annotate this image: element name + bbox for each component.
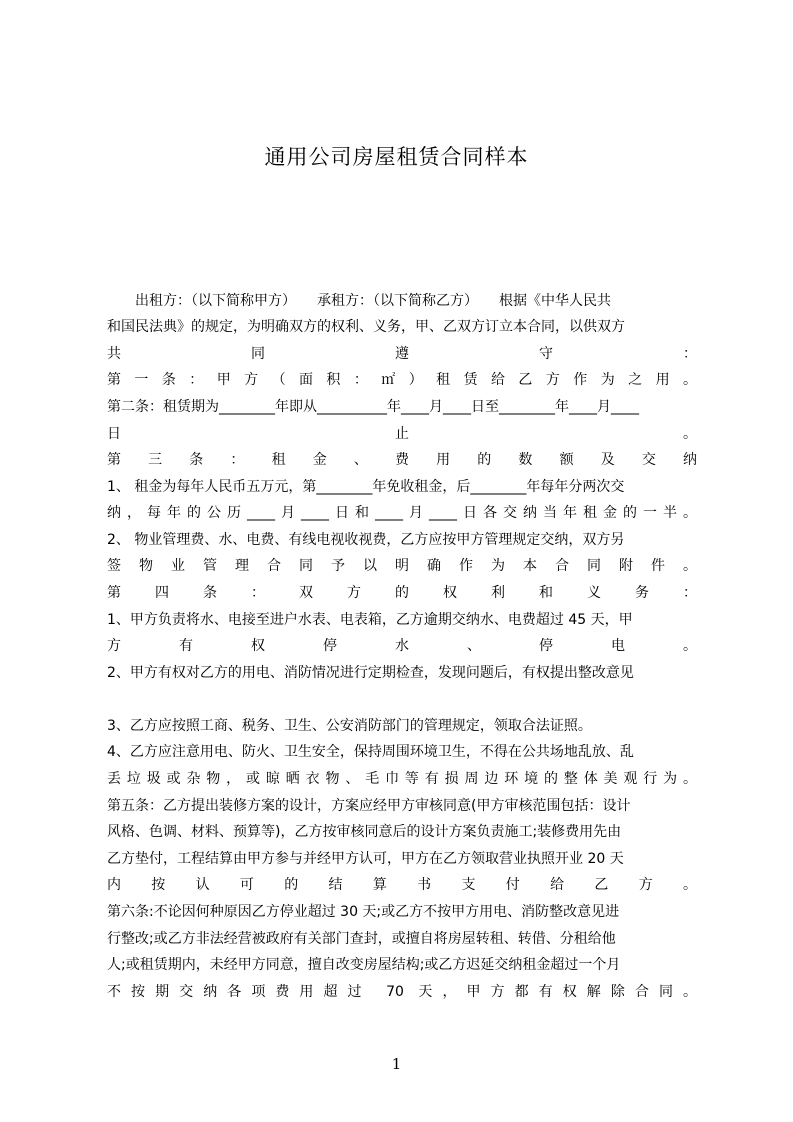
body-line: 乙方垫付，工程结算由甲方参与并经甲方认可，甲方在乙方领取营业执照开业 20 天 xyxy=(107,851,624,867)
body-line: 2、甲方有权对乙方的用电、消防情况进行定期检查，发现问题后，有权提出整改意见 xyxy=(107,665,634,681)
page-number: 1 xyxy=(391,1055,402,1073)
body-line: 行整改;或乙方非法经营被政府有关部门查封，或擅自将房屋转租、转借、分租给他 xyxy=(107,931,616,947)
body-line: 第二条：租赁期为________年即从__________年____月____日至________年____月____ xyxy=(107,399,639,415)
body-line: 共同遵守： xyxy=(107,346,697,362)
body-line: 人;或租赁期内，未经甲方同意，擅自改变房屋结构;或乙方迟延交纳租金超过一个月 xyxy=(107,957,621,973)
body-line: 2、 物业管理费、水、电费、有线电视收视费，乙方应按甲方管理规定交纳，双方另 xyxy=(107,532,625,548)
body-line: 内按认可的结算书支付给乙方。 xyxy=(107,877,697,893)
body-line: 不按期交纳各项费用超过 70 天，甲方都有权解除合同。 xyxy=(107,984,697,1000)
body-line: 纳，每年的公历____月____日和____月____日各交纳当年租金的一半。 xyxy=(107,505,697,521)
body-line: 日止。 xyxy=(107,426,697,442)
section-heading: 第三条：租金、费用的数额及交纳 xyxy=(107,452,697,468)
body-line: 3、乙方应按照工商、税务、卫生、公安消防部门的管理规定，领取合法证照。 xyxy=(107,718,592,734)
body-line: 丢垃圾或杂物，或晾晒衣物、毛巾等有损周边环境的整体美观行为。 xyxy=(107,771,697,787)
body-line: 和国民法典》的规定，为明确双方的权利、义务，甲、乙双方订立本合同，以供双方 xyxy=(107,319,625,335)
body-line: 方有权停水、停电。 xyxy=(107,638,697,654)
body-line: 第六条:不论因何种原因乙方停业超过 30 天;或乙方不按甲方用电、消防整改意见进 xyxy=(107,904,620,920)
body-line: 4、乙方应注意用电、防火、卫生安全，保持周围环境卫生，不得在公共场地乱放、乱 xyxy=(107,744,634,760)
section-heading: 第四条：双方的权利和义务： xyxy=(107,585,697,601)
body-line: 签物业管理合同予以明确作为本合同附件。 xyxy=(107,558,697,574)
body-line: 第一条：甲方（面积：㎡）租赁给乙方作为之用。 xyxy=(107,372,697,388)
body-line: 风格、色调、材料、预算等)，乙方按审核同意后的设计方案负责施工;装修费用先由 xyxy=(107,824,622,840)
body-line: 1、甲方负责将水、电接至进户水表、电表箱，乙方逾期交纳水、电费超过 45 天，甲 xyxy=(107,612,633,628)
body-line: 第五条：乙方提出装修方案的设计，方案应经甲方审核同意(甲方审核范围包括：设计 xyxy=(107,798,631,814)
body-line: 1、 租金为每年人民币五万元，第________年免收租金，后________年每年分两次交 xyxy=(107,479,625,495)
document-title: 通用公司房屋租赁合同样本 xyxy=(264,145,529,169)
body-line: 出租方：（以下简称甲方） 承租方：（以下简称乙方） 根据《中华人民共 xyxy=(107,293,611,309)
